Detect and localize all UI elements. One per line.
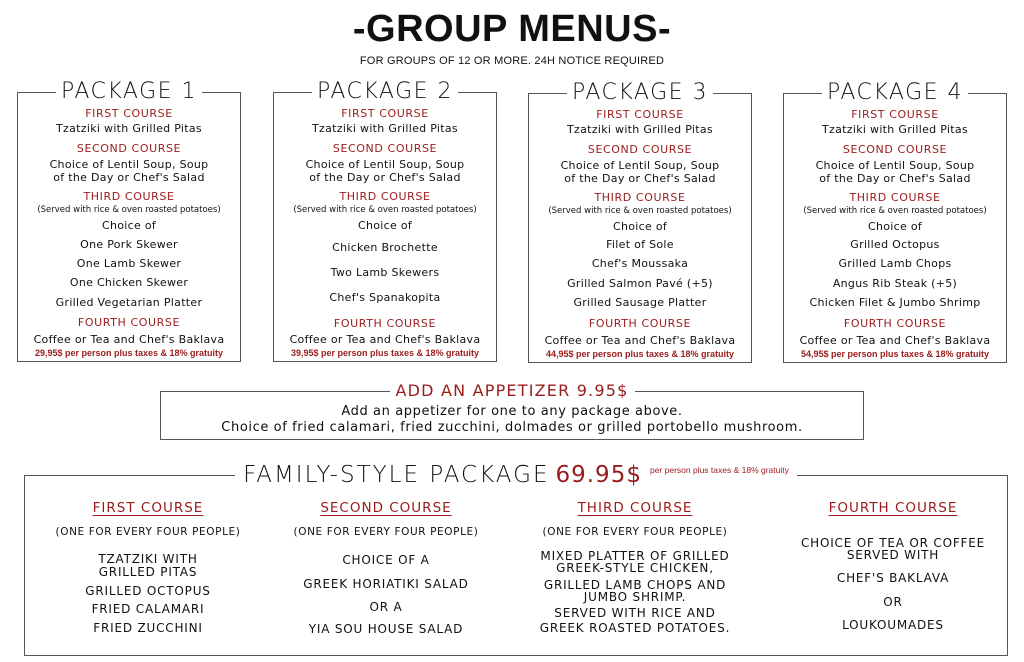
package-4-card (783, 80, 1007, 363)
fourth-course-item: Coffee or Tea and Chef's Baklava (799, 334, 991, 347)
option-item: Grilled Lamb Chops (838, 257, 952, 270)
course-line: GREEK-STYLE CHICKEN, (556, 561, 714, 575)
package-title: PACKAGE 1 (56, 79, 202, 104)
third-course-note: (Served with rice & oven roasted potatoes) (803, 206, 987, 216)
package-title: PACKAGE 2 (312, 79, 458, 104)
second-course-line: of the Day or Chef's Salad (53, 171, 205, 184)
second-course-line: of the Day or Chef's Salad (564, 172, 716, 185)
family-price: 69.95$ (555, 462, 642, 488)
third-course-note: (Served with rice & oven roasted potatoes) (37, 205, 221, 215)
choice-of-label: Choice of (867, 220, 923, 233)
choice-of-label: Choice of (612, 220, 668, 233)
second-course-line: Choice of Lentil Soup, Soup (305, 158, 465, 171)
second-course-label: SECOND COURSE (332, 142, 438, 155)
fourth-course-label: FOURTH COURSE (77, 316, 181, 329)
course-line: GRILLED PITAS (98, 565, 198, 579)
course-line: OR A (369, 600, 403, 614)
package-price: 39,95$ per person plus taxes & 18% gratuity (290, 348, 480, 358)
course-line: YIA SOU HOUSE SALAD (308, 622, 464, 636)
course-line: CHOICE OF A (342, 553, 430, 567)
option-item: Angus Rib Steak (+5) (832, 277, 958, 290)
third-course-label: THIRD COURSE (849, 191, 941, 204)
first-course-label: FIRST COURSE (851, 108, 939, 121)
course-line: OR (883, 595, 903, 609)
option-item: Grilled Octopus (850, 238, 940, 251)
course-header: FOURTH COURSE (828, 500, 958, 516)
option-item: Chicken Brochette (332, 241, 438, 254)
course-line: GRILLED LAMB CHOPS AND (543, 578, 727, 592)
page-subtitle: FOR GROUPS OF 12 OR MORE. 24H NOTICE REQUIRED (359, 55, 665, 67)
package-2-card (273, 79, 497, 362)
course-subheader: (ONE FOR EVERY FOUR PEOPLE) (293, 526, 479, 538)
first-course-label: FIRST COURSE (341, 107, 429, 120)
second-course-line: of the Day or Chef's Salad (819, 172, 971, 185)
third-course-label: THIRD COURSE (339, 190, 431, 203)
package-1-card (17, 79, 241, 362)
second-course-line: of the Day or Chef's Salad (309, 171, 461, 184)
first-course-label: FIRST COURSE (596, 108, 684, 121)
course-line: CHOICE OF TEA OR COFFEE (800, 536, 986, 550)
fourth-course-item: Coffee or Tea and Chef's Baklava (289, 333, 481, 346)
course-line: SERVED WITH (846, 548, 940, 562)
option-item: Chef's Moussaka (591, 257, 689, 270)
fourth-course-label: FOURTH COURSE (333, 317, 437, 330)
first-course-item: Tzatziki with Grilled Pitas (312, 122, 458, 135)
family-title: FAMILY-STYLE PACKAGE (243, 462, 550, 488)
course-line: JUMBO SHRIMP. (583, 590, 687, 604)
course-line: FRIED CALAMARI (91, 602, 205, 616)
course-line: CHEF'S BAKLAVA (836, 571, 950, 585)
course-line: FRIED ZUCCHINI (93, 621, 203, 635)
course-line: GREEK ROASTED POTATOES. (539, 621, 731, 635)
first-course-item: Tzatziki with Grilled Pitas (56, 122, 202, 135)
choice-of-label: Choice of (101, 219, 157, 232)
course-line: TZATZIKI WITH (98, 552, 198, 566)
fourth-course-item: Coffee or Tea and Chef's Baklava (544, 334, 736, 347)
appetizer-title: ADD AN APPETIZER 9.95$ (390, 381, 635, 400)
family-first-course (25, 476, 271, 655)
third-course-label: THIRD COURSE (594, 191, 686, 204)
page-title: -GROUP MENUS- (352, 8, 672, 50)
third-course-note: (Served with rice & oven roasted potatoes) (293, 205, 477, 215)
appetizer-line: Choice of fried calamari, fried zucchini, dolmades or grilled portobello mushroom. (221, 420, 803, 435)
option-item: Chicken Filet & Jumbo Shrimp (809, 296, 981, 309)
option-item: Grilled Vegetarian Platter (55, 296, 203, 309)
third-course-note: (Served with rice & oven roasted potatoes) (548, 206, 732, 216)
package-price: 44,95$ per person plus taxes & 18% gratuity (545, 349, 735, 359)
fourth-course-label: FOURTH COURSE (843, 317, 947, 330)
package-title: PACKAGE 3 (567, 80, 713, 105)
course-subheader: (ONE FOR EVERY FOUR PEOPLE) (55, 526, 241, 538)
course-subheader: (ONE FOR EVERY FOUR PEOPLE) (542, 526, 728, 538)
choice-of-label: Choice of (357, 219, 413, 232)
course-line: SERVED WITH RICE AND (554, 606, 716, 620)
second-course-line: Choice of Lentil Soup, Soup (815, 159, 975, 172)
option-item: One Lamb Skewer (76, 257, 182, 270)
course-line: GRILLED OCTOPUS (85, 584, 211, 598)
package-title: PACKAGE 4 (822, 80, 968, 105)
course-line: MIXED PLATTER OF GRILLED (540, 549, 730, 563)
second-course-label: SECOND COURSE (587, 143, 693, 156)
option-item: One Chicken Skewer (69, 276, 189, 289)
course-header: SECOND COURSE (320, 500, 452, 516)
family-third-course (521, 476, 749, 655)
family-price-note: per person plus taxes & 18% gratuity (649, 465, 789, 475)
first-course-item: Tzatziki with Grilled Pitas (822, 123, 968, 136)
third-course-label: THIRD COURSE (83, 190, 175, 203)
course-line: LOUKOUMADES (842, 618, 944, 632)
family-fourth-course (777, 476, 1009, 655)
second-course-label: SECOND COURSE (842, 143, 948, 156)
course-header: THIRD COURSE (577, 500, 693, 516)
family-style-box (24, 462, 1008, 656)
fourth-course-item: Coffee or Tea and Chef's Baklava (33, 333, 225, 346)
second-course-line: Choice of Lentil Soup, Soup (49, 158, 209, 171)
second-course-label: SECOND COURSE (76, 142, 182, 155)
option-item: One Pork Skewer (80, 238, 178, 251)
appetizer-line: Add an appetizer for one to any package above. (341, 404, 683, 419)
fourth-course-label: FOURTH COURSE (588, 317, 692, 330)
package-price: 54,95$ per person plus taxes & 18% gratuity (800, 349, 990, 359)
first-course-label: FIRST COURSE (85, 107, 173, 120)
option-item: Filet of Sole (606, 238, 674, 251)
option-item: Grilled Sausage Platter (573, 296, 707, 309)
first-course-item: Tzatziki with Grilled Pitas (567, 123, 713, 136)
option-item: Grilled Salmon Pavé (+5) (567, 277, 713, 290)
package-3-card (528, 80, 752, 363)
appetizer-box (160, 381, 864, 440)
option-item: Two Lamb Skewers (330, 266, 440, 279)
option-item: Chef's Spanakopita (329, 291, 441, 304)
family-second-course (271, 476, 501, 655)
course-line: GREEK HORIATIKI SALAD (303, 577, 469, 591)
package-price: 29,95$ per person plus taxes & 18% gratuity (34, 348, 224, 358)
second-course-line: Choice of Lentil Soup, Soup (560, 159, 720, 172)
course-header: FIRST COURSE (92, 500, 204, 516)
